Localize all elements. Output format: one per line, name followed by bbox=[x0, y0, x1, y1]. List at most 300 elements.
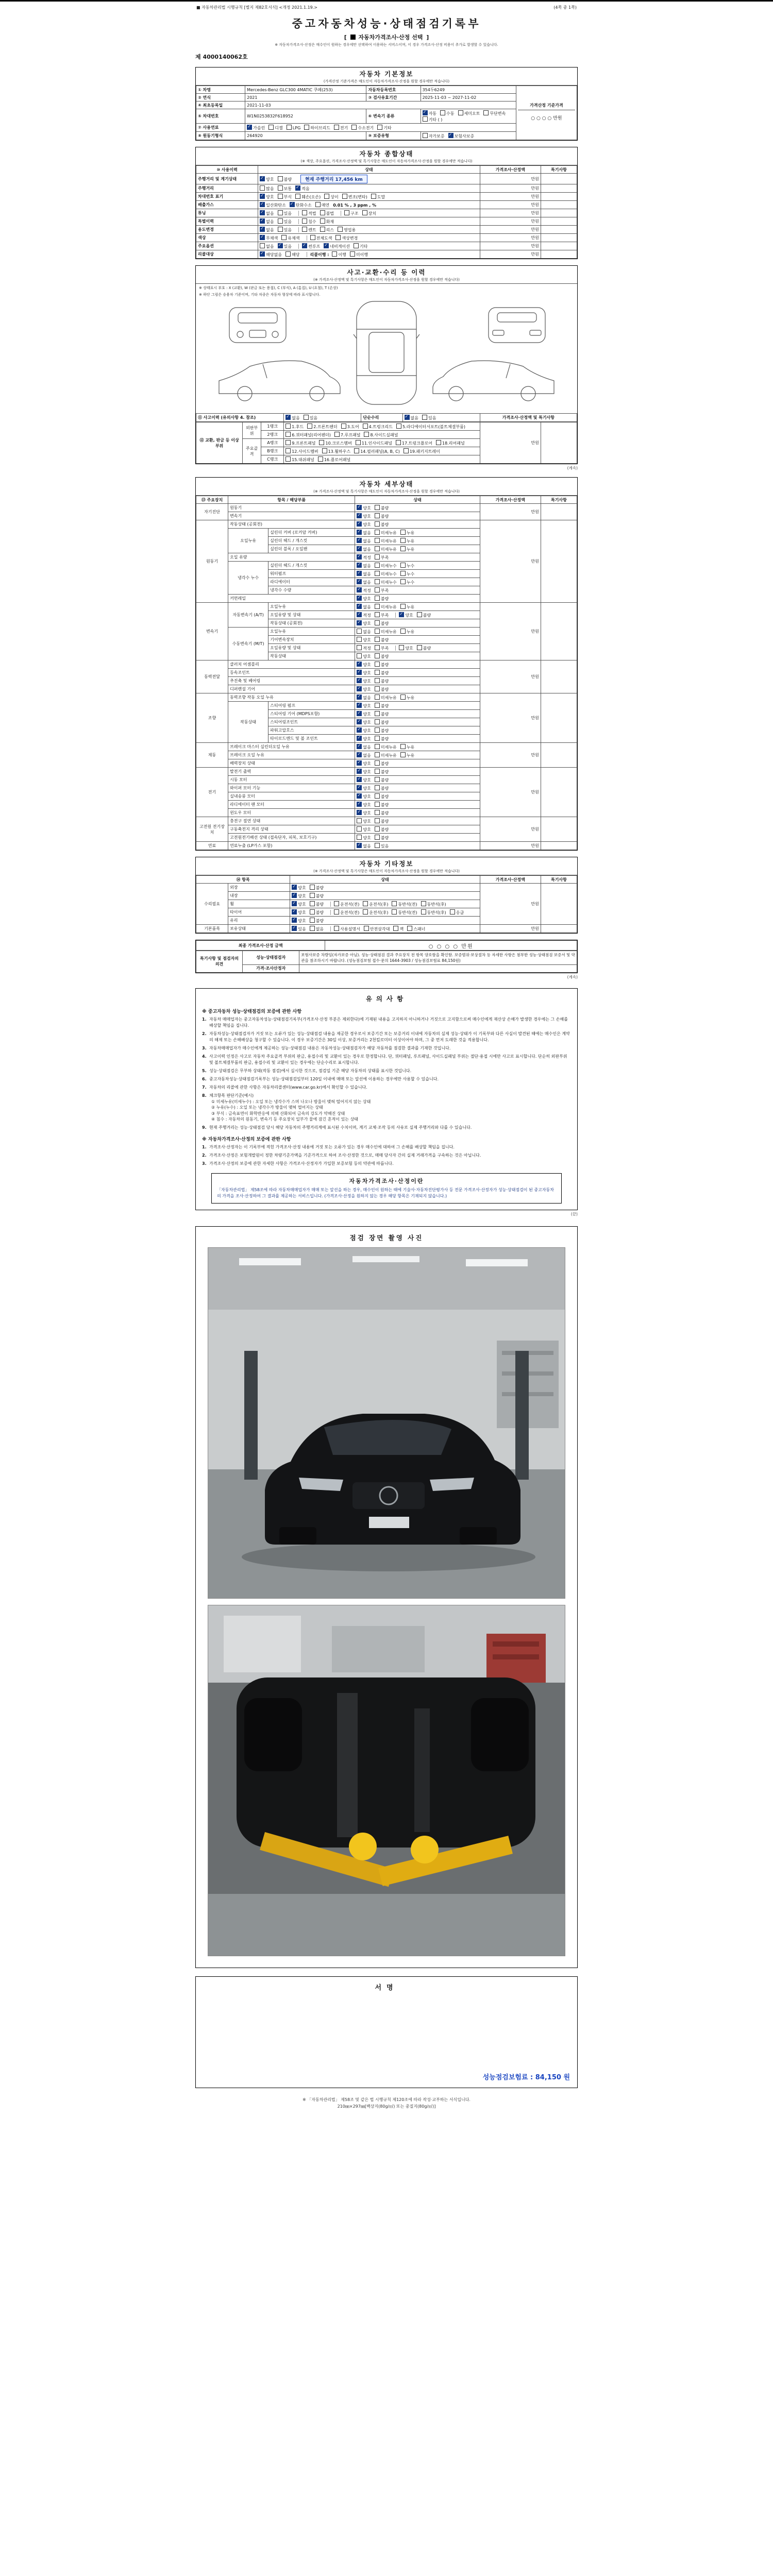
checkbox-동반석(후)[interactable] bbox=[421, 901, 426, 906]
detail-note-cell bbox=[541, 520, 577, 603]
checkbox-없음[interactable] bbox=[310, 926, 315, 931]
checkbox-없음[interactable] bbox=[260, 210, 265, 215]
option-label: 불량 bbox=[315, 902, 324, 907]
checkbox-불량[interactable] bbox=[375, 802, 380, 807]
detail-header-price: 가격조사·산정액 bbox=[480, 496, 541, 504]
checkbox-없음[interactable] bbox=[357, 629, 362, 634]
checkbox-없음[interactable] bbox=[357, 546, 362, 551]
checkbox-양호[interactable] bbox=[357, 662, 362, 667]
option-label: 미세누유 bbox=[380, 604, 397, 609]
option-있음 bbox=[278, 227, 292, 233]
checkbox-불량[interactable] bbox=[310, 909, 315, 914]
checkbox-잭[interactable] bbox=[393, 926, 398, 931]
checkbox-양호[interactable] bbox=[357, 653, 362, 658]
checkbox-양호[interactable] bbox=[357, 727, 362, 733]
option-label: 양호 bbox=[363, 670, 371, 675]
checkbox-양호[interactable] bbox=[357, 785, 362, 790]
option-12.사이드멤버 bbox=[285, 448, 318, 454]
checkbox-부족[interactable] bbox=[375, 612, 380, 617]
option-label: 없음 bbox=[266, 244, 274, 249]
checkbox-양호[interactable] bbox=[357, 793, 362, 799]
option-미세누수 bbox=[375, 579, 397, 585]
checkbox-없음[interactable] bbox=[357, 538, 362, 543]
checkbox-해당없음[interactable] bbox=[260, 251, 265, 257]
checkbox-16.플로어패널[interactable] bbox=[318, 456, 323, 462]
base-price-value: ○ ○ ○ ○ 만원 bbox=[531, 115, 562, 121]
option-구조 bbox=[344, 210, 358, 216]
checkbox-불량[interactable] bbox=[375, 686, 380, 691]
checkbox-없음[interactable] bbox=[357, 752, 362, 757]
checkbox-불법[interactable] bbox=[320, 210, 325, 215]
checkbox-양호[interactable] bbox=[357, 620, 362, 625]
checkbox-있음[interactable] bbox=[292, 926, 297, 931]
checkbox-부족[interactable] bbox=[375, 554, 380, 560]
checkbox-불량[interactable] bbox=[375, 826, 380, 832]
checkbox-변조(변타)[interactable] bbox=[342, 194, 347, 199]
option-label: 불량 bbox=[315, 910, 324, 915]
detail-group-label: 연료 bbox=[196, 842, 228, 850]
checkbox-양호[interactable] bbox=[357, 513, 362, 518]
option-일산화탄소 bbox=[260, 202, 286, 208]
checkbox-적정[interactable] bbox=[357, 554, 362, 560]
option-label: 없음 bbox=[363, 843, 371, 849]
checkbox-안전삼각대[interactable] bbox=[364, 926, 369, 931]
checkbox-없음[interactable] bbox=[357, 571, 362, 576]
checkbox-무단변속[interactable] bbox=[483, 110, 489, 115]
checkbox-누유[interactable] bbox=[400, 694, 406, 700]
notice-item bbox=[202, 1125, 571, 1131]
checkbox-기타 ( )[interactable] bbox=[423, 116, 428, 122]
options-divider bbox=[395, 646, 396, 651]
checkbox-미세누유[interactable] bbox=[375, 744, 380, 749]
option-스패너 bbox=[407, 926, 425, 932]
option-없음 bbox=[357, 629, 371, 635]
checkbox-불량[interactable] bbox=[375, 678, 380, 683]
engine-type-value: 264920 bbox=[245, 132, 366, 140]
checkbox-불량[interactable] bbox=[375, 637, 380, 642]
checkbox-훼손(오손)[interactable] bbox=[295, 194, 300, 199]
detail-status-cell bbox=[355, 825, 480, 834]
checkbox-미세누유[interactable] bbox=[375, 538, 380, 543]
checkbox-미세누유[interactable] bbox=[375, 629, 380, 634]
checkbox-13.휠하우스[interactable] bbox=[322, 448, 327, 453]
checkbox-적정[interactable] bbox=[357, 645, 362, 650]
checkbox-양호[interactable] bbox=[357, 818, 362, 823]
option-적음 bbox=[295, 185, 309, 192]
option-양호 bbox=[292, 901, 306, 907]
checkbox-불량[interactable] bbox=[375, 785, 380, 790]
checkbox-불량[interactable] bbox=[375, 703, 380, 708]
option-누유 bbox=[400, 538, 414, 544]
option-불량 bbox=[375, 769, 389, 775]
checkbox-불량[interactable] bbox=[417, 645, 422, 650]
checkbox-스패너[interactable] bbox=[407, 926, 412, 931]
checkbox-리스[interactable] bbox=[320, 227, 325, 232]
section-detail-condition bbox=[195, 477, 578, 851]
checkbox-있음[interactable] bbox=[278, 243, 283, 248]
option-없음 bbox=[357, 694, 371, 701]
checkbox-10.크로스멤버[interactable] bbox=[319, 440, 324, 445]
checkbox-기타[interactable] bbox=[377, 125, 382, 130]
checkbox-불량[interactable] bbox=[310, 901, 315, 906]
checkbox-자가보증[interactable] bbox=[423, 133, 428, 138]
option-불량 bbox=[375, 760, 389, 767]
checkbox-양호[interactable] bbox=[292, 893, 297, 898]
checkbox-양호[interactable] bbox=[260, 176, 265, 181]
checkbox-5.라디에이터서포트(볼트체결부품)[interactable] bbox=[396, 423, 401, 429]
checkbox-상이[interactable] bbox=[324, 194, 329, 199]
option-label: 불량 bbox=[380, 819, 389, 824]
option-미세누유 bbox=[375, 538, 397, 544]
overall-price-cell: 만원 bbox=[480, 226, 541, 234]
checkbox-영업용[interactable] bbox=[338, 227, 343, 232]
option-양호 bbox=[260, 194, 274, 200]
checkbox-누유[interactable] bbox=[400, 752, 406, 757]
checkbox-없음[interactable] bbox=[357, 843, 362, 848]
option-불량 bbox=[375, 596, 389, 602]
checkbox-있음[interactable] bbox=[278, 218, 283, 224]
checkbox-양호[interactable] bbox=[357, 719, 362, 724]
option-label: 양호 bbox=[266, 177, 274, 182]
checkbox-14.필러패널(A, B, C)[interactable] bbox=[354, 448, 359, 453]
checkbox-보험사보증[interactable] bbox=[448, 133, 453, 138]
checkbox-미세누수[interactable] bbox=[375, 579, 380, 584]
checkbox-없음[interactable] bbox=[260, 227, 265, 232]
etc-header-price: 가격조사·산정액 bbox=[480, 876, 541, 884]
detail-status-cell bbox=[355, 834, 480, 842]
checkbox-있음[interactable] bbox=[278, 210, 283, 215]
checkbox-누유[interactable] bbox=[400, 530, 406, 535]
checkbox-누수[interactable] bbox=[400, 563, 406, 568]
checkbox-부족[interactable] bbox=[375, 645, 380, 650]
checkbox-없음[interactable] bbox=[357, 563, 362, 568]
checkbox-미세누유[interactable] bbox=[375, 752, 380, 757]
checkbox-양호[interactable] bbox=[357, 678, 362, 683]
checkbox-양호[interactable] bbox=[357, 711, 362, 716]
checkbox-응급[interactable] bbox=[450, 909, 455, 914]
table-row bbox=[196, 250, 577, 259]
accident-rank-label: 1랭크 bbox=[261, 422, 284, 431]
checkbox-미세누유[interactable] bbox=[375, 694, 380, 700]
checkbox-양호[interactable] bbox=[357, 686, 362, 691]
checkbox-동반석(전)[interactable] bbox=[392, 909, 397, 914]
checkbox-불량[interactable] bbox=[375, 596, 380, 601]
checkbox-전체도색[interactable] bbox=[310, 235, 315, 240]
checkbox-불량[interactable] bbox=[375, 521, 380, 527]
notice-item-text: 자동차성능·상태점검자가 거짓 또는 오류가 있는 성능·상태점검 내용을 제공한 경우로서 보증기간 또는 보증거리 이내에 자동차의 실제 성능·상태가 이 기록부와 다른 사실이 발견된 때에는 매수인은 계약의 해제 또는 손해배상을 청구할 수 있습니다. 이 경우 보증기간은 30일 이상, 보증거리는 2천킬로미터 이상이어야 하며, 그 중 먼저 도래한 것을 적용합니다. bbox=[209, 1031, 570, 1042]
checkbox-17.트렁크플로어[interactable] bbox=[396, 440, 401, 445]
checkbox-양호[interactable] bbox=[357, 777, 362, 782]
checkbox-양호[interactable] bbox=[357, 736, 362, 741]
checkbox-누유[interactable] bbox=[400, 744, 406, 749]
option-label: 미세누유 bbox=[380, 753, 397, 758]
checkbox-불량[interactable] bbox=[375, 727, 380, 733]
checkbox-양호[interactable] bbox=[357, 596, 362, 601]
checkbox-불량[interactable] bbox=[310, 885, 315, 890]
checkbox-불량[interactable] bbox=[375, 835, 380, 840]
checkbox-7.루프패널[interactable] bbox=[334, 432, 340, 437]
checkbox-미세누유[interactable] bbox=[375, 546, 380, 551]
checkbox-불량[interactable] bbox=[375, 505, 380, 510]
option-양호 bbox=[260, 176, 274, 182]
checkbox-양호[interactable] bbox=[292, 885, 297, 890]
option-label: 누유 bbox=[406, 744, 415, 750]
checkbox-18.리어패널[interactable] bbox=[436, 440, 441, 445]
overall-note-cell bbox=[541, 226, 577, 234]
checkbox-미이행[interactable] bbox=[350, 251, 355, 257]
inspector-opinion-table bbox=[196, 951, 577, 973]
option-label: 불량 bbox=[380, 736, 389, 741]
checkbox-양호[interactable] bbox=[357, 802, 362, 807]
option-label: 전기 bbox=[340, 125, 348, 130]
checkbox-없음[interactable] bbox=[357, 579, 362, 584]
checkbox-불량[interactable] bbox=[375, 810, 380, 815]
checkbox-가솔린[interactable] bbox=[247, 125, 252, 130]
checkbox-있음[interactable] bbox=[278, 227, 283, 232]
checkbox-양호[interactable] bbox=[399, 612, 404, 617]
detail-subgroup-label: 자동변속기 (A/T) bbox=[228, 603, 268, 628]
checkbox-세미오토[interactable] bbox=[458, 110, 463, 115]
checkbox-6.쿼터패널(리어펜더)[interactable] bbox=[285, 432, 291, 437]
checkbox-양호[interactable] bbox=[260, 194, 265, 199]
notice-item-number: 2. bbox=[202, 1031, 207, 1036]
option-label: 동반석(후) bbox=[427, 910, 446, 915]
checkbox-양호[interactable] bbox=[399, 645, 404, 650]
checkbox-누유[interactable] bbox=[400, 546, 406, 551]
checkbox-없음[interactable] bbox=[357, 744, 362, 749]
checkbox-불량[interactable] bbox=[310, 893, 315, 898]
checkbox-화재[interactable] bbox=[320, 218, 325, 224]
checkbox-양호[interactable] bbox=[357, 505, 362, 510]
detail-note-cell bbox=[541, 603, 577, 660]
opinion-inspector-label: 성능·상태점검자 bbox=[243, 951, 299, 965]
checkbox-LPG[interactable] bbox=[287, 125, 292, 130]
checkbox-양호[interactable] bbox=[292, 909, 297, 914]
checkbox-렌트[interactable] bbox=[302, 227, 307, 232]
option-19.패키지트레이 bbox=[404, 448, 440, 454]
checkbox-보통[interactable] bbox=[278, 185, 283, 191]
checkbox-도말[interactable] bbox=[371, 194, 376, 199]
option-label: 불량 bbox=[423, 613, 431, 618]
checkbox-일산화탄소[interactable] bbox=[260, 202, 265, 207]
checkbox-불량[interactable] bbox=[375, 620, 380, 625]
checkbox-불량[interactable] bbox=[375, 513, 380, 518]
checkbox-많음[interactable] bbox=[260, 185, 265, 191]
checkbox-하이브리드[interactable] bbox=[304, 125, 309, 130]
checkbox-불량[interactable] bbox=[417, 612, 422, 617]
checkbox-누유[interactable] bbox=[400, 538, 406, 543]
checkbox-적정[interactable] bbox=[357, 612, 362, 617]
checkbox-12.사이드멤버[interactable] bbox=[285, 448, 291, 453]
checkbox-누유[interactable] bbox=[400, 629, 406, 634]
checkbox-누유[interactable] bbox=[400, 604, 406, 609]
checkbox-디젤[interactable] bbox=[268, 125, 274, 130]
checkbox-불량[interactable] bbox=[375, 719, 380, 724]
checkbox-양호[interactable] bbox=[357, 835, 362, 840]
checkbox-불량[interactable] bbox=[375, 760, 380, 766]
option-label: 양호 bbox=[363, 786, 371, 791]
option-label: 누유 bbox=[406, 604, 415, 609]
checkbox-불량[interactable] bbox=[375, 818, 380, 823]
base-price-label: 가격산정 기준가격 bbox=[518, 101, 575, 110]
accident-history-table bbox=[196, 413, 577, 422]
option-불량 bbox=[375, 662, 389, 668]
checkbox-자동[interactable] bbox=[423, 110, 428, 115]
notice-item-text: 가격조사·산정자는 이 기록부에 적힌 가격조사·산정 내용에 거짓 또는 오류가 있는 경우 매수인에 대하여 그 손해를 배상할 책임을 집니다. bbox=[209, 1144, 455, 1149]
checkbox-유채색[interactable] bbox=[281, 235, 287, 240]
page-continuation-mark-2: (계속) bbox=[567, 974, 578, 979]
option-label: 운전석(전) bbox=[340, 902, 360, 907]
checkbox-불량[interactable] bbox=[375, 662, 380, 667]
checkbox-미세누유[interactable] bbox=[375, 604, 380, 609]
option-label: 침수 bbox=[308, 219, 316, 224]
checkbox-양호[interactable] bbox=[357, 769, 362, 774]
checkbox-19.패키지트레이[interactable] bbox=[404, 448, 409, 453]
option-value-text: 0.01 % , 3 ppm , % bbox=[333, 202, 377, 208]
option-label: 리스 bbox=[326, 227, 334, 232]
checkbox-2.프론트펜더[interactable] bbox=[307, 423, 312, 429]
checkbox-색상변경[interactable] bbox=[335, 235, 341, 240]
option-불량 bbox=[375, 818, 389, 824]
option-label: 2.프론트펜더 bbox=[313, 424, 338, 429]
checkbox-운전석(후)[interactable] bbox=[363, 909, 368, 914]
checkbox-8.사이드실패널[interactable] bbox=[364, 432, 369, 437]
option-label: 구조 bbox=[350, 211, 359, 216]
checkbox-이행[interactable] bbox=[332, 251, 337, 257]
checkbox-침수[interactable] bbox=[302, 218, 307, 224]
checkbox-사용설명서[interactable] bbox=[334, 926, 339, 931]
checkbox-적정[interactable] bbox=[357, 587, 362, 592]
checkbox-양호[interactable] bbox=[357, 670, 362, 675]
price-survey-checkbox[interactable] bbox=[350, 35, 356, 40]
checkbox-부족[interactable] bbox=[375, 587, 380, 592]
checkbox-탄화수소[interactable] bbox=[290, 202, 295, 207]
checkbox-운전석(전)[interactable] bbox=[334, 901, 339, 906]
checkbox-없음[interactable] bbox=[260, 243, 265, 248]
checkbox-없음[interactable] bbox=[357, 694, 362, 700]
option-없음 bbox=[260, 227, 274, 233]
diagram-legend-1: ※ 상태표시 부호 : X (교환), W (판금 또는 용접), C (부식), A (흠집), U (요철), T (손상) bbox=[199, 286, 338, 290]
option-label: 양호 bbox=[363, 819, 371, 824]
checkbox-양호[interactable] bbox=[357, 826, 362, 832]
option-있음 bbox=[375, 843, 389, 849]
checkbox-썬루프[interactable] bbox=[302, 243, 307, 248]
option-무단변속 bbox=[483, 110, 506, 116]
checkbox-네비게이션[interactable] bbox=[324, 243, 329, 248]
checkbox-없음[interactable] bbox=[357, 530, 362, 535]
checkbox-없음[interactable] bbox=[260, 218, 265, 224]
checkbox-전기[interactable] bbox=[334, 125, 339, 130]
checkbox-누수[interactable] bbox=[400, 571, 406, 576]
checkbox-있음[interactable] bbox=[375, 843, 380, 848]
checkbox-무채색[interactable] bbox=[260, 235, 265, 240]
detail-price-cell: 만원 bbox=[480, 504, 541, 520]
opinion-label: 특기사항 및 점검자의 의견 bbox=[196, 951, 243, 973]
checkbox-부식[interactable] bbox=[278, 194, 283, 199]
checkbox-양호[interactable] bbox=[357, 810, 362, 815]
checkbox-양호[interactable] bbox=[292, 901, 297, 906]
checkbox-불량[interactable] bbox=[375, 777, 380, 782]
warranty-label: ⑨ 보증유형 bbox=[366, 132, 421, 140]
checkbox-불량[interactable] bbox=[310, 918, 315, 923]
option-label: 양호 bbox=[363, 769, 371, 774]
option-누유 bbox=[400, 530, 414, 536]
checkbox-양호[interactable] bbox=[357, 703, 362, 708]
checkbox-운전석(후)[interactable] bbox=[363, 901, 368, 906]
checkbox-불량[interactable] bbox=[375, 653, 380, 658]
option-적법 bbox=[302, 210, 316, 216]
checkbox-미세누수[interactable] bbox=[375, 563, 380, 568]
checkbox-수동[interactable] bbox=[440, 110, 445, 115]
checkbox-11.인사이드패널[interactable] bbox=[356, 440, 361, 445]
checkbox-있음[interactable] bbox=[422, 415, 427, 420]
checkbox-불량[interactable] bbox=[375, 793, 380, 799]
option-label: 양호 bbox=[363, 687, 371, 692]
checkbox-기타[interactable] bbox=[354, 243, 359, 248]
option-label: 잭 bbox=[399, 926, 404, 931]
checkbox-누수[interactable] bbox=[400, 579, 406, 584]
overall-price-cell: 만원 bbox=[480, 217, 541, 226]
checkbox-불량[interactable] bbox=[375, 670, 380, 675]
checkbox-매연[interactable] bbox=[315, 202, 321, 207]
checkbox-양호[interactable] bbox=[357, 521, 362, 527]
overall-item-label: 주행거리 bbox=[196, 184, 258, 193]
checkbox-없음[interactable] bbox=[357, 604, 362, 609]
checkbox-동반석(후)[interactable] bbox=[421, 909, 426, 914]
overall-item-label: 주행거리 및 계기상태 bbox=[196, 174, 258, 184]
checkbox-양호[interactable] bbox=[357, 637, 362, 642]
option-label: 미세누수 bbox=[380, 580, 397, 585]
page-footer bbox=[195, 2096, 578, 2110]
checkbox-4.트렁크리드[interactable] bbox=[363, 423, 368, 429]
checkbox-동반석(전)[interactable] bbox=[392, 901, 397, 906]
base-price-cell bbox=[516, 86, 577, 140]
checkbox-양호[interactable] bbox=[292, 918, 297, 923]
checkbox-수소전기[interactable] bbox=[351, 125, 357, 130]
option-label: 일산화탄소 bbox=[266, 202, 286, 208]
checkbox-1.후드[interactable] bbox=[285, 423, 291, 429]
option-불량 bbox=[417, 612, 431, 618]
checkbox-구조[interactable] bbox=[344, 210, 349, 215]
checkbox-운전석(전)[interactable] bbox=[334, 909, 339, 914]
checkbox-없음[interactable] bbox=[405, 415, 410, 420]
checkbox-불량[interactable] bbox=[375, 736, 380, 741]
table-row bbox=[196, 660, 577, 669]
checkbox-미세누수[interactable] bbox=[375, 571, 380, 576]
checkbox-9.프론트패널[interactable] bbox=[285, 440, 291, 445]
checkbox-양호[interactable] bbox=[357, 760, 362, 766]
checkbox-15.대쉬패널[interactable] bbox=[285, 456, 291, 462]
checkbox-3.도어[interactable] bbox=[341, 423, 346, 429]
checkbox-미세누유[interactable] bbox=[375, 530, 380, 535]
checkbox-불량[interactable] bbox=[375, 769, 380, 774]
checkbox-있음[interactable] bbox=[304, 415, 309, 420]
detail-status-cell bbox=[355, 784, 480, 792]
option-없음 bbox=[285, 415, 299, 421]
checkbox-불량[interactable] bbox=[375, 711, 380, 716]
checkbox-없음[interactable] bbox=[285, 415, 291, 420]
option-label: 무단변속 bbox=[490, 111, 506, 116]
checkbox-장치[interactable] bbox=[362, 210, 367, 215]
checkbox-해당[interactable] bbox=[285, 251, 291, 257]
checkbox-적음[interactable] bbox=[295, 185, 300, 191]
option-label: 운전석(전) bbox=[340, 910, 360, 915]
checkbox-불량[interactable] bbox=[278, 176, 283, 181]
page-end-mark: (끝) bbox=[570, 1211, 578, 1216]
checkbox-적법[interactable] bbox=[302, 210, 307, 215]
section-accident-history bbox=[195, 265, 578, 464]
option-label: 불법 bbox=[326, 211, 334, 216]
